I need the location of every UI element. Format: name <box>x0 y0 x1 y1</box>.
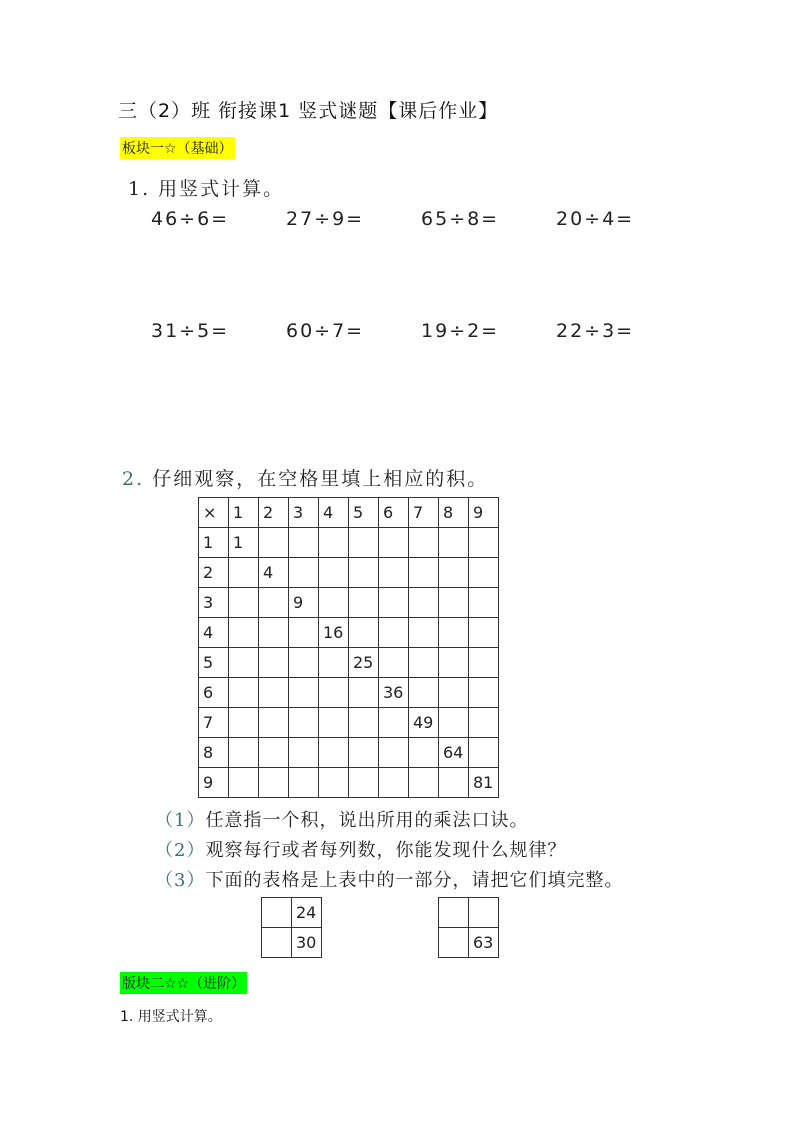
table-cell[interactable]: 9 <box>289 588 319 618</box>
table-cell[interactable] <box>259 768 289 798</box>
table-cell[interactable] <box>379 648 409 678</box>
table-row <box>199 558 499 588</box>
table-cell[interactable] <box>349 558 379 588</box>
table-header-cell: 2 <box>259 498 289 528</box>
row-label-cell: 5 <box>199 648 229 678</box>
table-cell[interactable] <box>289 768 319 798</box>
table-header-cell: 6 <box>379 498 409 528</box>
table-cell[interactable]: 81 <box>469 768 499 798</box>
table-cell[interactable] <box>349 738 379 768</box>
table-cell[interactable] <box>349 678 379 708</box>
expression: 31÷5= <box>151 320 230 342</box>
table-cell[interactable] <box>289 558 319 588</box>
expression: 20÷4= <box>556 208 635 230</box>
table-cell[interactable] <box>439 558 469 588</box>
sub-question-text: 观察每行或者每列数，你能发现什么规律？ <box>205 840 567 861</box>
table-cell[interactable] <box>379 528 409 558</box>
sub-question-number: （3） <box>155 870 206 891</box>
table-cell[interactable]: 30 <box>292 928 322 958</box>
table-header-cell: 1 <box>229 498 259 528</box>
table-cell[interactable] <box>259 528 289 558</box>
table-cell[interactable] <box>229 618 259 648</box>
row-label-cell: 1 <box>199 528 229 558</box>
table-cell[interactable] <box>469 528 499 558</box>
table-cell[interactable] <box>319 738 349 768</box>
table-header-cell: 5 <box>349 498 379 528</box>
table-row <box>199 648 499 678</box>
sub-question-1 <box>155 806 528 832</box>
table-cell[interactable] <box>439 768 469 798</box>
table-cell[interactable] <box>409 528 439 558</box>
table-cell[interactable] <box>439 588 469 618</box>
table-cell[interactable] <box>319 648 349 678</box>
table-cell[interactable] <box>349 768 379 798</box>
table-cell[interactable] <box>469 588 499 618</box>
table-cell[interactable] <box>439 528 469 558</box>
table-header-cell: 4 <box>319 498 349 528</box>
partial-table-1 <box>261 897 322 958</box>
table-header-cell: 3 <box>289 498 319 528</box>
table-cell[interactable] <box>409 768 439 798</box>
table-cell[interactable] <box>289 648 319 678</box>
expression: 27÷9= <box>286 208 365 230</box>
question-2-title <box>122 464 488 491</box>
table-cell[interactable]: 36 <box>379 678 409 708</box>
section-1-label: 板块一☆（基础） <box>120 137 235 159</box>
sub-question-text: 任意指一个积，说出所用的乘法口诀。 <box>205 810 529 831</box>
table-cell[interactable]: 63 <box>469 928 499 958</box>
table-cell[interactable] <box>259 738 289 768</box>
table-cell[interactable] <box>469 678 499 708</box>
table-cell[interactable] <box>259 678 289 708</box>
table-cell[interactable] <box>229 708 259 738</box>
table-cell[interactable] <box>379 738 409 768</box>
row-label-cell: 7 <box>199 708 229 738</box>
table-header-cell: 8 <box>439 498 469 528</box>
question-1-title: 1. 用竖式计算。 <box>128 178 285 200</box>
table-cell[interactable] <box>469 648 499 678</box>
expression: 19÷2= <box>421 320 500 342</box>
table-cell[interactable] <box>469 708 499 738</box>
table-cell[interactable] <box>409 588 439 618</box>
table-cell[interactable] <box>259 618 289 648</box>
table-row <box>199 738 499 768</box>
sub-question-2 <box>155 836 566 862</box>
section-2-label: 版块二☆☆（进阶） <box>120 972 247 994</box>
table-cell[interactable] <box>289 528 319 558</box>
sub-question-text: 下面的表格是上表中的一部分，请把它们填完整。 <box>205 870 624 891</box>
table-cell[interactable] <box>469 898 499 928</box>
expression: 46÷6= <box>151 208 230 230</box>
table-row <box>199 678 499 708</box>
table-cell[interactable]: 25 <box>349 648 379 678</box>
sub-question-3 <box>155 866 623 892</box>
question-number: 2. <box>122 468 145 490</box>
table-cell[interactable] <box>319 708 349 738</box>
table-cell[interactable] <box>262 928 292 958</box>
table-cell[interactable] <box>289 738 319 768</box>
table-cell[interactable] <box>409 618 439 648</box>
page-title: 三（2）班 衔接课1 竖式谜题【课后作业】 <box>118 100 499 122</box>
table-cell[interactable] <box>379 768 409 798</box>
table-cell[interactable] <box>229 738 259 768</box>
table-cell[interactable] <box>409 738 439 768</box>
table-cell[interactable] <box>319 678 349 708</box>
expression: 60÷7= <box>286 320 365 342</box>
table-cell[interactable] <box>469 618 499 648</box>
table-header-cell: 7 <box>409 498 439 528</box>
table-cell[interactable] <box>229 768 259 798</box>
sub-question-number: （2） <box>155 840 206 861</box>
sub-question-number: （1） <box>155 810 206 831</box>
table-cell[interactable] <box>439 708 469 738</box>
table-cell[interactable] <box>229 588 259 618</box>
table-cell[interactable] <box>262 898 292 928</box>
table-cell[interactable] <box>289 708 319 738</box>
table-cell[interactable] <box>349 588 379 618</box>
question-text: 仔细观察，在空格里填上相应的积。 <box>152 468 489 490</box>
table-row <box>199 708 499 738</box>
table-cell[interactable]: 4 <box>259 558 289 588</box>
row-label-cell: 9 <box>199 768 229 798</box>
table-header-cell: 9 <box>469 498 499 528</box>
row-label-cell: 2 <box>199 558 229 588</box>
table-cell[interactable] <box>349 618 379 648</box>
table-cell[interactable]: 1 <box>229 528 259 558</box>
table-cell[interactable] <box>289 618 319 648</box>
table-cell[interactable] <box>259 588 289 618</box>
table-cell[interactable] <box>259 708 289 738</box>
row-label-cell: 6 <box>199 678 229 708</box>
table-cell[interactable] <box>349 708 379 738</box>
table-cell[interactable]: 24 <box>292 898 322 928</box>
row-label-cell: 8 <box>199 738 229 768</box>
table-cell[interactable] <box>439 648 469 678</box>
table-cell[interactable] <box>229 648 259 678</box>
expression: 22÷3= <box>556 320 635 342</box>
table-cell[interactable] <box>229 678 259 708</box>
table-cell[interactable] <box>379 618 409 648</box>
expression: 65÷8= <box>421 208 500 230</box>
table-cell[interactable] <box>319 558 349 588</box>
row-label-cell: 3 <box>199 588 229 618</box>
table-cell[interactable] <box>439 618 469 648</box>
partial-table-2 <box>438 897 499 958</box>
table-row <box>199 768 499 798</box>
table-cell[interactable] <box>409 678 439 708</box>
table-cell[interactable]: 49 <box>409 708 439 738</box>
table-row <box>199 588 499 618</box>
table-cell[interactable] <box>409 558 439 588</box>
table-cell[interactable]: 16 <box>319 618 349 648</box>
table-cell[interactable] <box>409 648 439 678</box>
table-cell[interactable] <box>379 708 409 738</box>
table-cell[interactable] <box>439 898 469 928</box>
table-cell[interactable] <box>259 648 289 678</box>
table-cell[interactable] <box>439 678 469 708</box>
table-row <box>199 528 499 558</box>
table-cell[interactable] <box>379 588 409 618</box>
table-cell[interactable] <box>469 558 499 588</box>
table-cell[interactable] <box>349 528 379 558</box>
table-header-row <box>199 498 499 528</box>
table-cell[interactable] <box>289 678 319 708</box>
table-cell[interactable] <box>319 588 349 618</box>
section-2-question-1: 1. 用竖式计算。 <box>120 1009 222 1025</box>
table-cell[interactable] <box>439 928 469 958</box>
table-cell[interactable] <box>379 558 409 588</box>
table-row <box>199 618 499 648</box>
multiplication-table <box>198 497 499 798</box>
table-cell[interactable] <box>319 528 349 558</box>
table-cell[interactable] <box>319 768 349 798</box>
table-cell[interactable] <box>229 558 259 588</box>
table-cell[interactable] <box>469 738 499 768</box>
row-label-cell: 4 <box>199 618 229 648</box>
table-cell[interactable]: 64 <box>439 738 469 768</box>
table-header-cell: × <box>199 498 229 528</box>
